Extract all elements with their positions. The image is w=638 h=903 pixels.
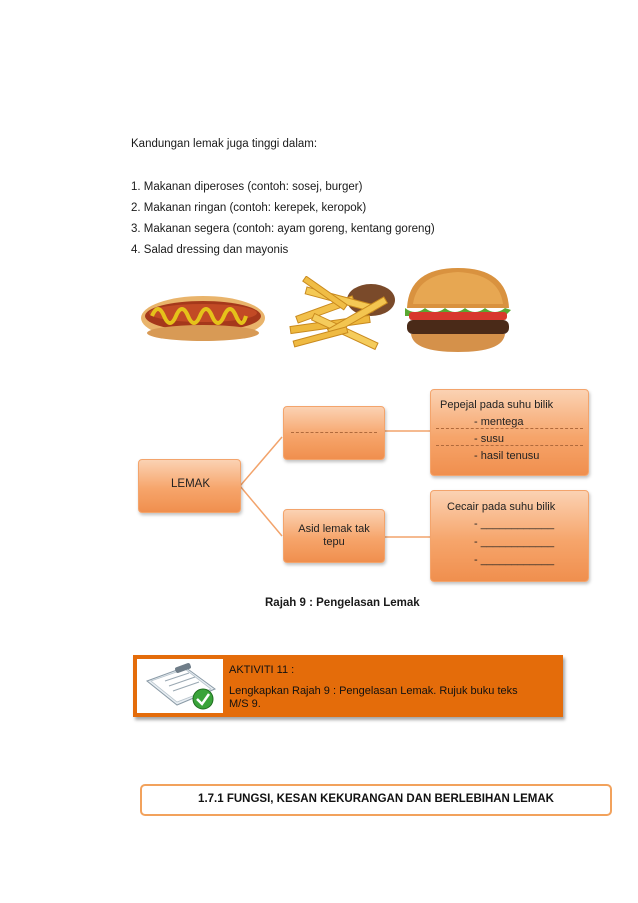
diagram-branch-bottom-box (283, 509, 385, 563)
diagram-solid-dashline (436, 445, 583, 446)
activity-box (133, 655, 563, 717)
diagram-root-label: LEMAK (171, 478, 210, 490)
activity-icon-frame (137, 659, 223, 713)
activity-title: AKTIVITI 11 : (229, 664, 295, 676)
diagram-liquid-item: - ____________ (474, 536, 555, 548)
diagram-solid-dashline (436, 428, 583, 429)
diagram-caption: Rajah 9 : Pengelasan Lemak (265, 597, 420, 609)
activity-line-2: M/S 9. (229, 698, 261, 710)
activity-line-1: Lengkapkan Rajah 9 : Pengelasan Lemak. Rujuk buku teks (229, 685, 518, 697)
diagram-branch-top-box (283, 406, 385, 460)
intro-text: Kandungan lemak juga tinggi dalam: (131, 138, 318, 150)
diagram-solid-item: - susu (474, 433, 504, 445)
diagram-liquid-box (430, 490, 589, 582)
diagram-branch-top-blank (291, 431, 377, 433)
diagram-solid-item: - mentega (474, 416, 524, 428)
diagram-liquid-item: - ____________ (474, 554, 555, 566)
diagram-solid-box (430, 389, 589, 476)
list-item-1: 1. Makanan diperoses (contoh: sosej, burger) (131, 181, 363, 193)
diagram-branch-bottom-line1: Asid lemak tak (298, 523, 370, 535)
diagram-root-box (138, 459, 241, 513)
section-heading-box (140, 784, 612, 816)
diagram-liquid-title: Cecair pada suhu bilik (447, 501, 556, 513)
list-item-2: 2. Makanan ringan (contoh: kerepek, keropok) (131, 202, 367, 214)
clipboard-check-icon (137, 659, 223, 713)
list-item-3: 3. Makanan segera (contoh: ayam goreng, kentang goreng) (131, 223, 435, 235)
diagram-solid-title: Pepejal pada suhu bilik (440, 399, 554, 411)
list-item-4: 4. Salad dressing dan mayonis (131, 244, 289, 256)
diagram-branch-bottom-line2: tepu (323, 536, 345, 548)
diagram-solid-item: - hasil tenusu (474, 450, 540, 462)
diagram-liquid-item: - ____________ (474, 518, 555, 530)
section-heading: 1.7.1 FUNGSI, KESAN KEKURANGAN DAN BERLEBIHAN LEMAK (198, 793, 554, 805)
